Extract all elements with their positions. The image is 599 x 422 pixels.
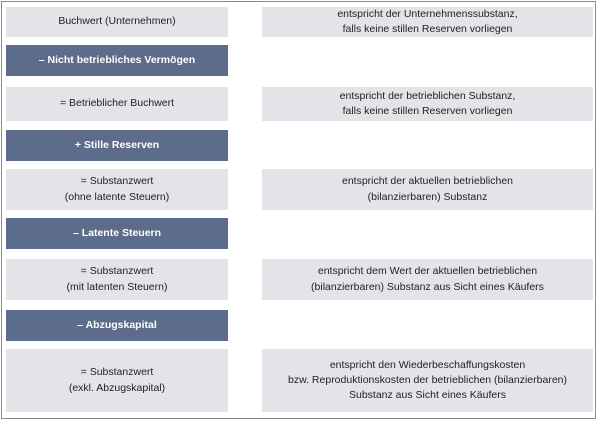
kaeufer-substanz-note bbox=[262, 259, 593, 300]
substanzwert-ohne-latente-steuern-label: = Substanzwert (ohne latente Steuern) bbox=[64, 175, 170, 203]
betrieblicher-buchwert-label: = Betrieblicher Buchwert bbox=[59, 97, 175, 110]
stille-reserven-box bbox=[6, 130, 228, 161]
substanzwert-mit-latenten-steuern-label: = Substanzwert (mit latenten Steuern) bbox=[66, 265, 168, 293]
abzugskapital-box bbox=[6, 310, 228, 341]
substanzwert-exkl-abzugskapital-label: = Substanzwert (exkl. Abzugskapital) bbox=[68, 366, 166, 394]
substanzwert-exkl-abzugskapital-box bbox=[6, 349, 228, 412]
aktuelle-substanz-note bbox=[262, 169, 593, 210]
abzugskapital-label: – Abzugskapital bbox=[77, 318, 157, 331]
substanzwert-mit-latenten-steuern-box bbox=[6, 259, 228, 300]
betriebliche-substanz-note bbox=[262, 87, 593, 121]
buchwert-label: Buchwert (Unternehmen) bbox=[58, 15, 176, 28]
wiederbeschaffungskosten-note bbox=[262, 349, 593, 412]
aktuelle-substanz-note-text: entspricht der aktuellen betrieblichen (bilanzierbaren) Substanz bbox=[341, 175, 514, 203]
latente-steuern-label: – Latente Steuern bbox=[72, 226, 162, 239]
nicht-betriebliches-vermoegen-label: – Nicht betriebliches Vermögen bbox=[38, 53, 196, 66]
substanzwert-ohne-latente-steuern-box bbox=[6, 169, 228, 210]
unternehmenssubstanz-note bbox=[262, 7, 593, 37]
latente-steuern-box bbox=[6, 218, 228, 249]
betriebliche-substanz-note-text: entspricht der betrieblichen Substanz, falls keine stillen Reserven vorliegen bbox=[339, 89, 516, 117]
nicht-betriebliches-vermoegen-box bbox=[6, 45, 228, 76]
wiederbeschaffungskosten-note-text: entspricht den Wiederbeschaffungskosten bzw. Reproduktionskosten der betrieblichen (bilanzierbaren) Substanz aus Sicht eines Käufers bbox=[288, 358, 567, 402]
unternehmenssubstanz-note-text: entspricht der Unternehmenssubstanz, falls keine stillen Reserven vorliegen bbox=[337, 7, 518, 35]
betrieblicher-buchwert-box bbox=[6, 87, 228, 121]
buchwert-box bbox=[6, 7, 228, 37]
kaeufer-substanz-note-text: entspricht dem Wert der aktuellen betrieblichen (bilanzierbaren) Substanz aus Sicht eines Käufers bbox=[311, 265, 544, 293]
stille-reserven-label: + Stille Reserven bbox=[74, 138, 160, 151]
